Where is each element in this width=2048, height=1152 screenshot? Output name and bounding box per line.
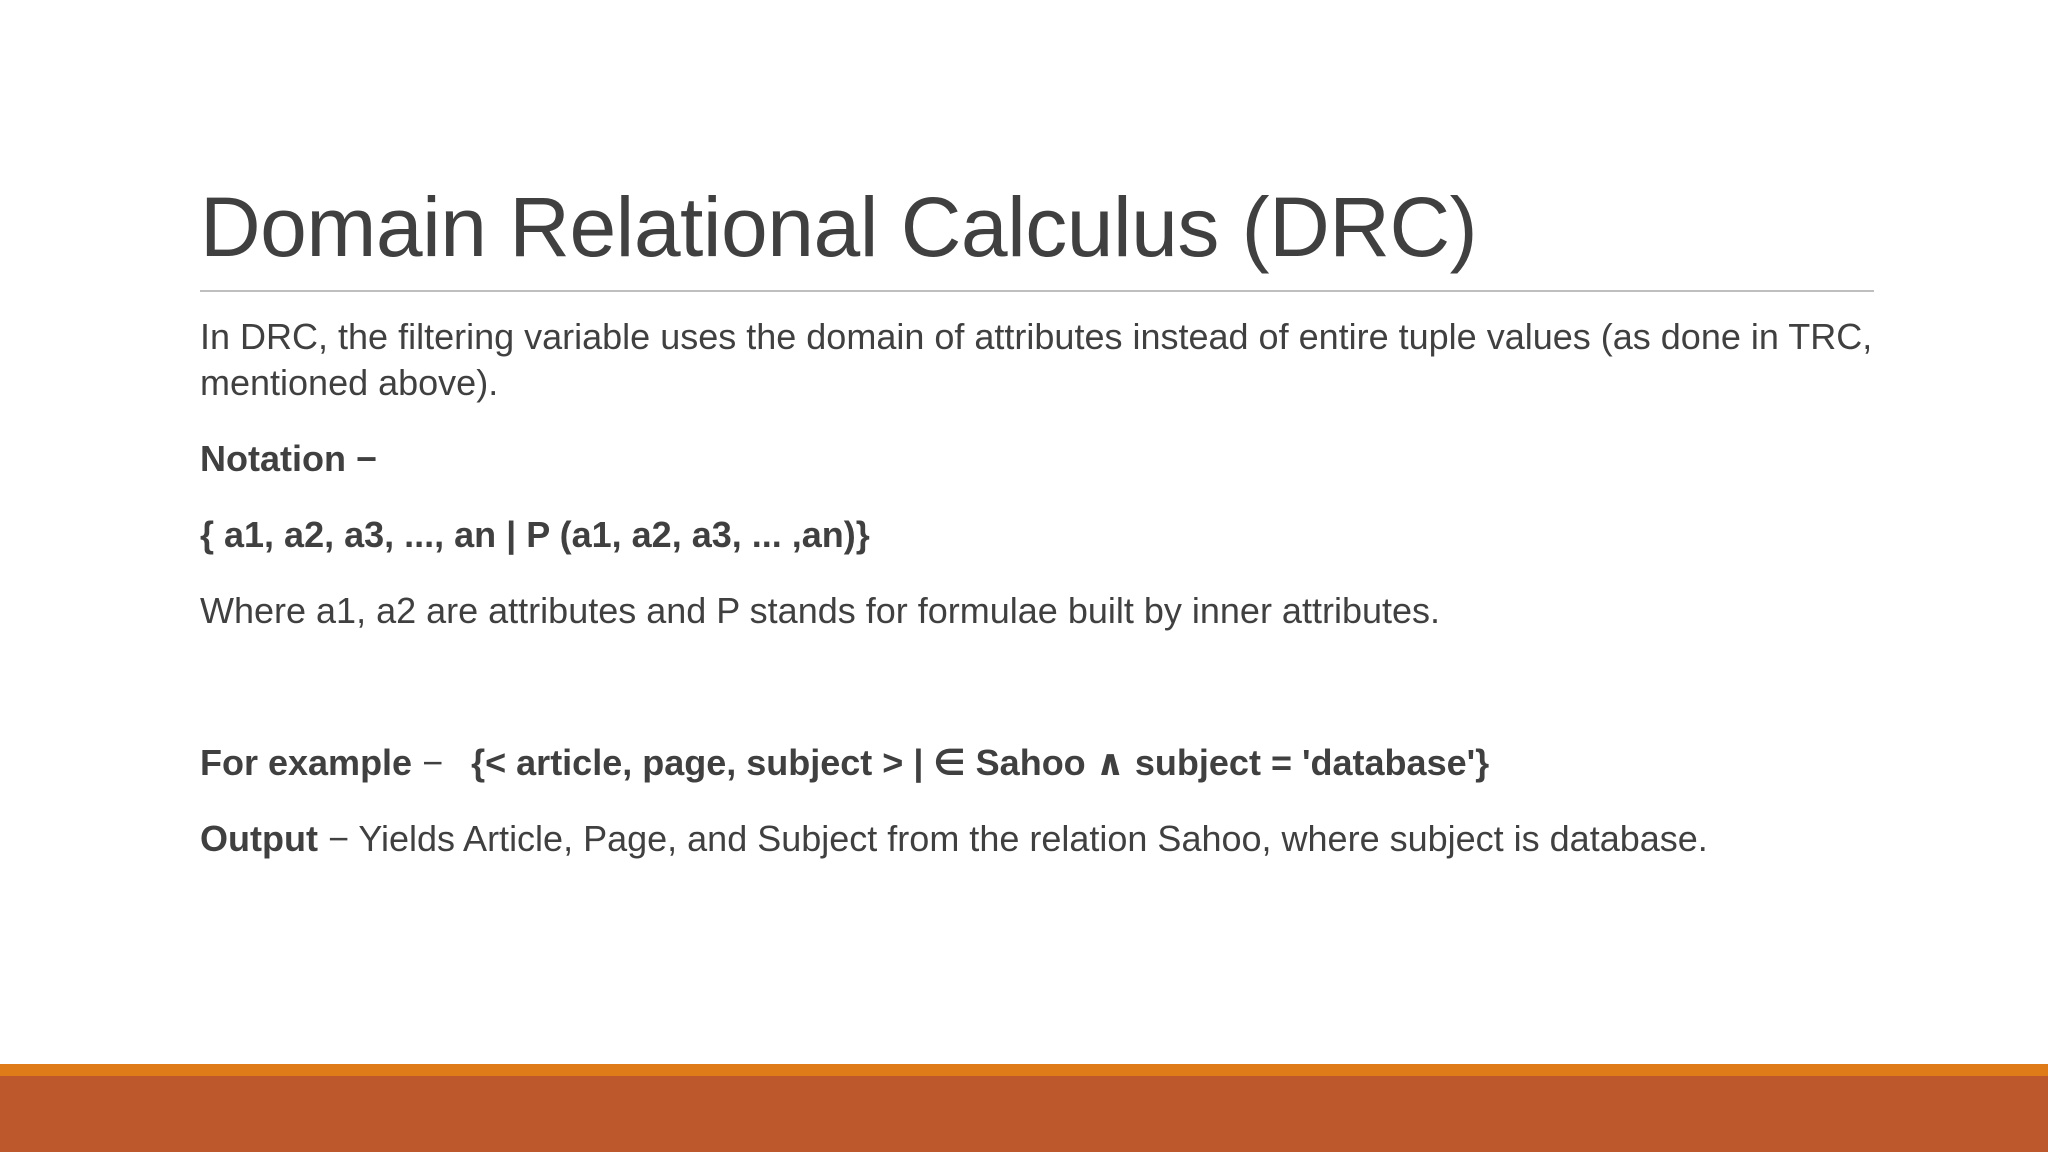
intro-paragraph: In DRC, the filtering variable uses the domain of attributes instead of entire tuple values (as done in TRC, mentioned above). bbox=[200, 316, 1873, 403]
output-label: Output bbox=[200, 818, 318, 859]
notation-label: Notation − bbox=[200, 438, 377, 479]
example-dash: − bbox=[412, 742, 444, 783]
output-paragraph bbox=[200, 816, 1880, 862]
example-expression: {< article, page, subject > | ∈ Sahoo ∧ subject = 'database'} bbox=[471, 742, 1490, 783]
slide-body bbox=[200, 314, 1880, 892]
title-divider bbox=[200, 290, 1874, 292]
spacer bbox=[200, 664, 1880, 740]
output-text: − Yields Article, Page, and Subject from the relation Sahoo, where subject is database. bbox=[317, 818, 1708, 859]
where-paragraph: Where a1, a2 are attributes and P stands for formulae built by inner attributes. bbox=[200, 590, 1441, 631]
slide-title: Domain Relational Calculus (DRC) bbox=[200, 180, 1478, 274]
example-paragraph bbox=[200, 740, 1880, 786]
footer-band bbox=[0, 1076, 2048, 1152]
notation-formula: { a1, a2, a3, ..., an | P (a1, a2, a3, ... ,an)} bbox=[200, 514, 870, 555]
example-label: For example bbox=[200, 742, 413, 783]
footer-accent-stripe bbox=[0, 1064, 2048, 1076]
